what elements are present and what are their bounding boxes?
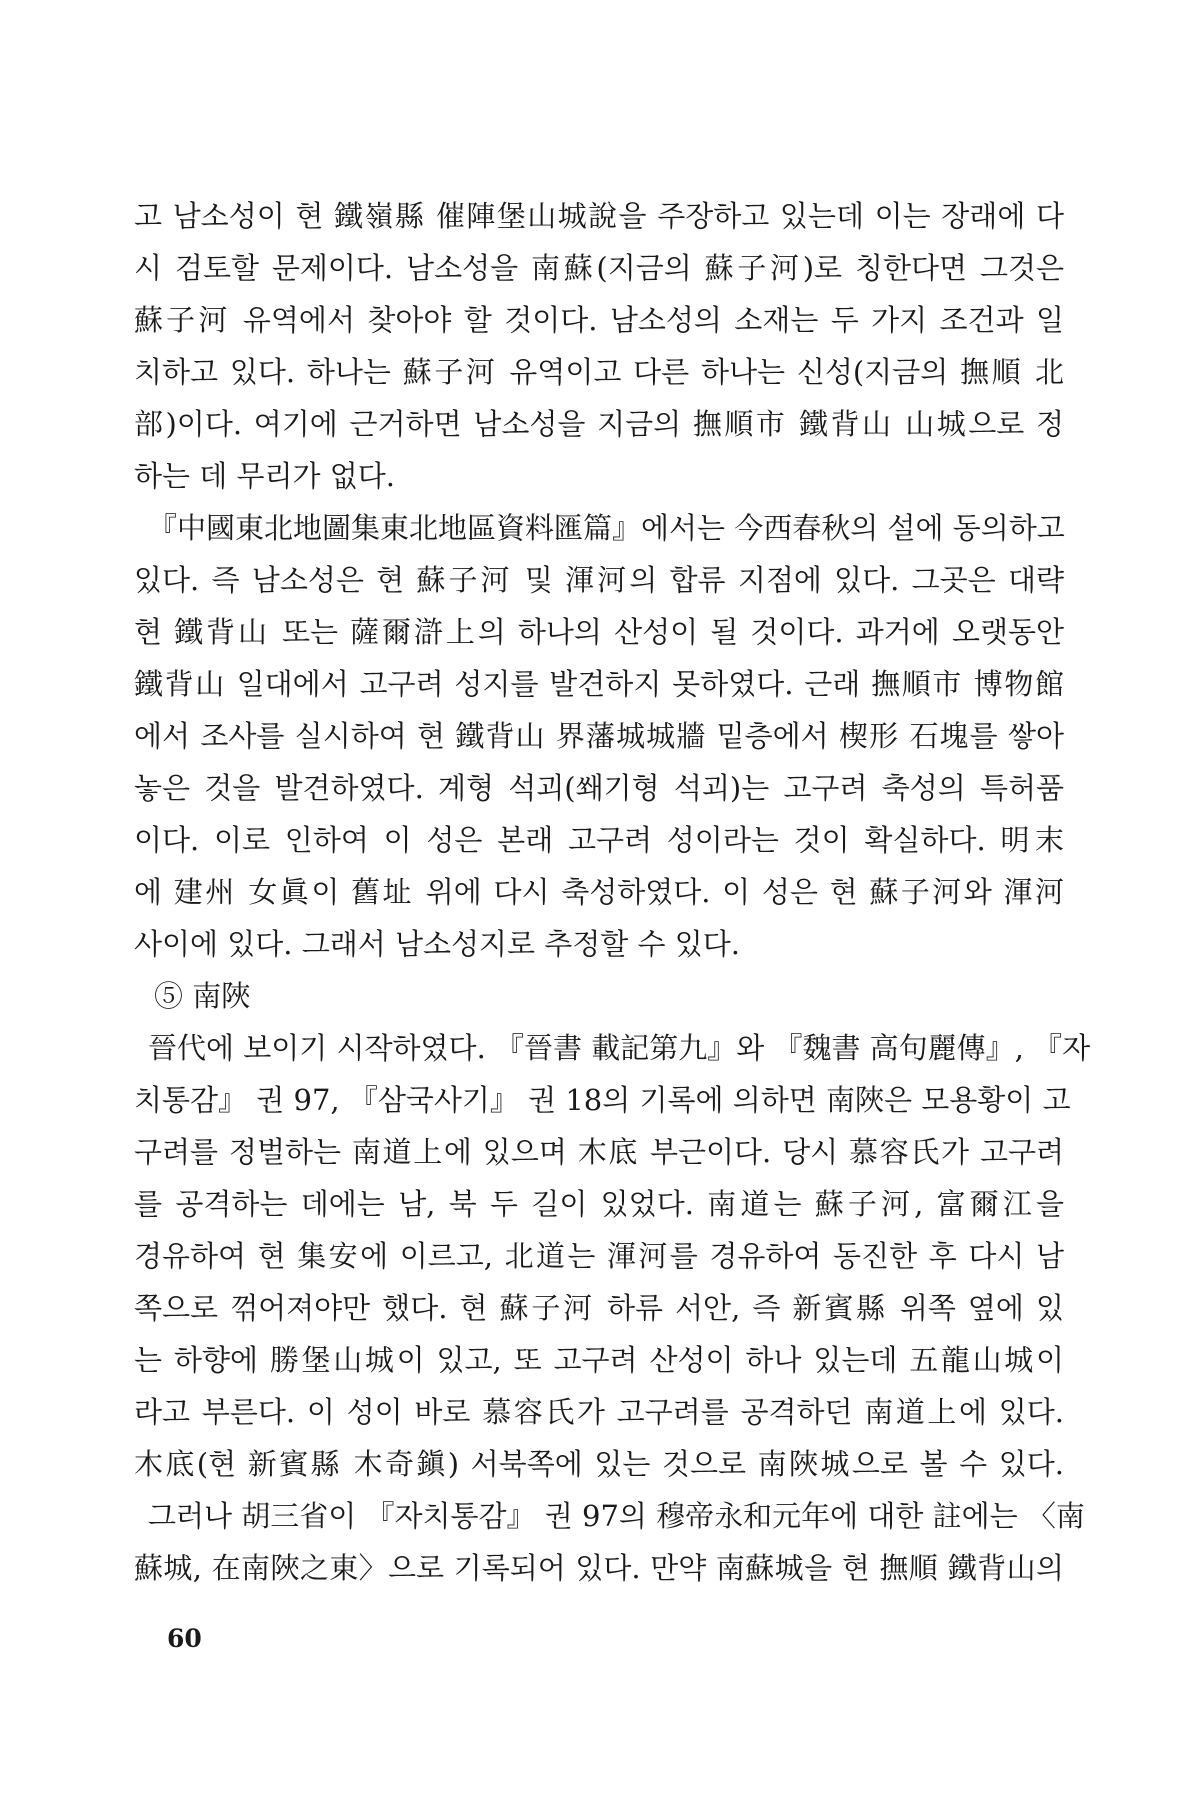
text-line: 部)이다. 여기에 근거하면 남소성을 지금의 撫順市 鐵背山 山城으로 정 [134,407,1064,441]
text-line: 에 建州 女眞이 舊址 위에 다시 축성하였다. 이 성은 현 蘇子河와 渾河 [134,875,1064,909]
text-line: 蘇子河 유역에서 찾아야 할 것이다. 남소성의 소재는 두 가지 조건과 일 [134,303,1064,337]
text-line: 하는 데 무리가 없다. [134,459,395,493]
text-line: 라고 부른다. 이 성이 바로 慕容氏가 고구려를 공격하던 南道上에 있다. [134,1395,1064,1429]
text-line: 경유하여 현 集安에 이르고, 北道는 渾河를 경유하여 동진한 후 다시 남 [134,1239,1064,1273]
page-number: 60 [167,1624,202,1653]
text-line: 치하고 있다. 하나는 蘇子河 유역이고 다른 하나는 신성(지금의 撫順 北 [134,355,1064,389]
text-line: 쪽으로 꺾어져야만 했다. 현 蘇子河 하류 서안, 즉 新賓縣 위쪽 옆에 있 [134,1291,1064,1325]
text-line: 있다. 즉 남소성은 현 蘇子河 및 渾河의 합류 지점에 있다. 그곳은 대략 [134,563,1064,597]
text-line: 놓은 것을 발견하였다. 계형 석괴(쐐기형 석괴)는 고구려 축성의 특허품 [134,771,1064,805]
text-line: 이다. 이로 인하여 이 성은 본래 고구려 성이라는 것이 확실하다. 明末 [134,823,1064,857]
paragraph-2 [134,502,1064,970]
text-line: 고 남소성이 현 鐵嶺縣 催陣堡山城說을 주장하고 있는데 이는 장래에 다 [134,199,1064,233]
text-line: 시 검토할 문제이다. 남소성을 南蘇(지금의 蘇子河)로 칭한다면 그것은 [134,251,1064,285]
body-text [134,190,1091,1594]
text-line: 木底(현 新賓縣 木奇鎭) 서북쪽에 있는 것으로 南陜城으로 볼 수 있다. [134,1447,1064,1481]
text-line: 치통감』 권 97, 『삼국사기』 권 18의 기록에 의하면 南陜은 모용황이 고 [134,1083,1071,1117]
text-line: 『中國東北地圖集東北地區資料匯篇』에서는 今西春秋의 설에 동의하고 [148,511,1065,545]
paragraph-1 [134,190,1064,502]
paragraph-3 [134,1022,1091,1490]
text-line: 에서 조사를 실시하여 현 鐵背山 界藩城城牆 밑층에서 楔形 石塊를 쌓아 [134,719,1064,753]
text-line: 蘇城, 在南陜之東〉으로 기록되어 있다. 만약 南蘇城을 현 撫順 鐵背山의 [134,1551,1064,1585]
text-line: 鐵背山 일대에서 고구려 성지를 발견하지 못하였다. 근래 撫順市 博物館 [134,667,1064,701]
text-line: 晉代에 보이기 시작하였다. 『晉書 載記第九』와 『魏書 高句麗傳』, 『자 [148,1031,1091,1065]
text-line: 는 하향에 勝堡山城이 있고, 또 고구려 산성이 하나 있는데 五龍山城이 [134,1343,1064,1377]
paragraph-4 [134,1490,1085,1594]
section-heading: ⑤ 南陜 [154,979,251,1013]
text-line: 를 공격하는 데에는 남, 북 두 길이 있었다. 南道는 蘇子河, 富爾江을 [134,1187,1064,1221]
text-line: 그러나 胡三省이 『자치통감』 권 97의 穆帝永和元年에 대한 註에는 〈南 [148,1499,1085,1533]
text-line: 구려를 정벌하는 南道上에 있으며 木底 부근이다. 당시 慕容氏가 고구려 [134,1135,1064,1169]
text-line: 현 鐵背山 또는 薩爾滸上의 하나의 산성이 될 것이다. 과거에 오랫동안 [134,615,1064,649]
text-line: 사이에 있다. 그래서 남소성지로 추정할 수 있다. [134,927,741,961]
